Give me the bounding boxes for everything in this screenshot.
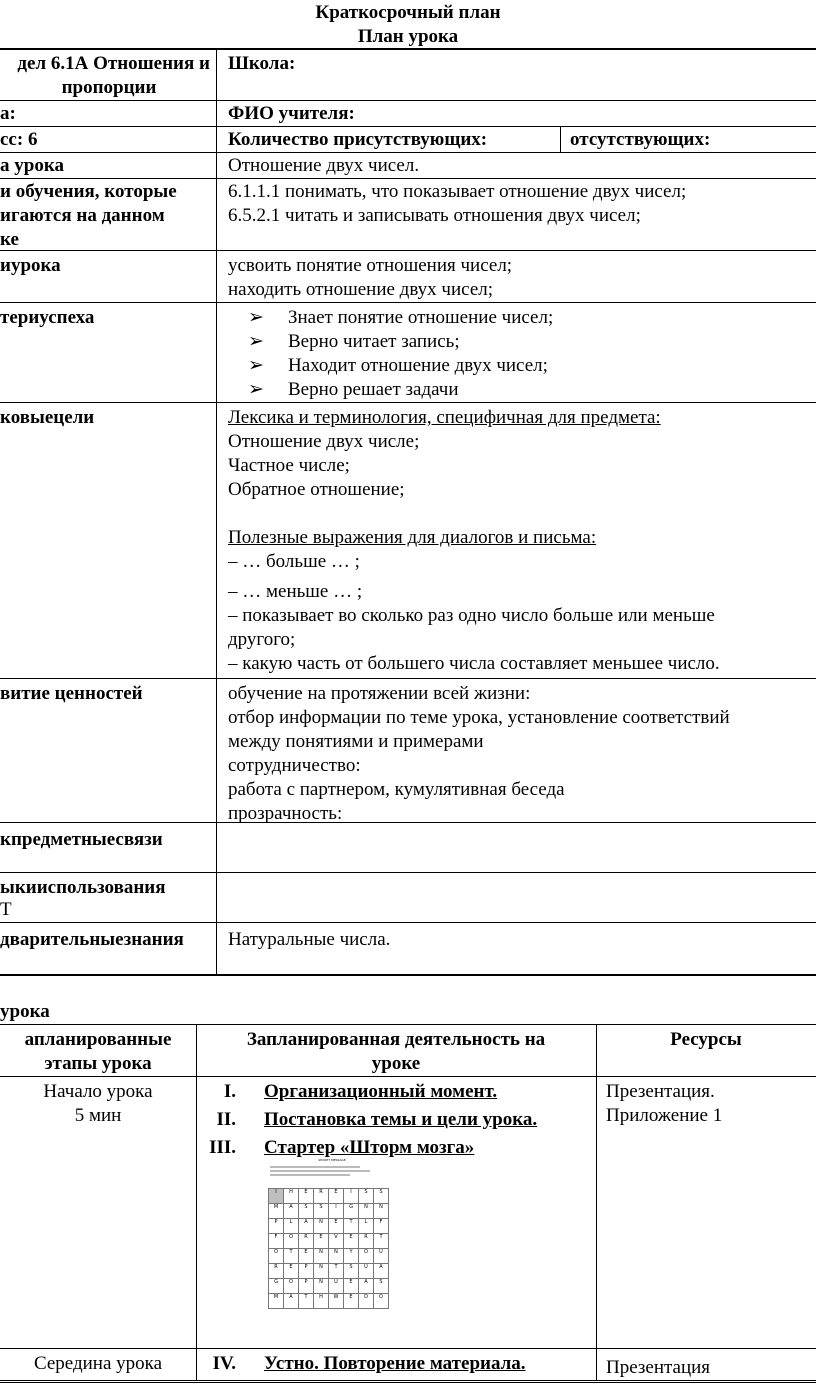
- activity-item: IV. Устно. Повторение материала.: [212, 1353, 526, 1374]
- plan-col-activity: Запланированная деятельность на уроке: [246, 1029, 546, 1074]
- plan-col-resources: Ресурсы: [670, 1029, 742, 1050]
- section-label: дел 6.1А Отношения и: [17, 53, 210, 74]
- criteria-item: ➢ Верно решает задачи: [248, 379, 459, 400]
- lesson-goal-2: находить отношение двух чисел;: [228, 279, 494, 300]
- topic-value: Отношение двух чисел.: [228, 155, 420, 176]
- phrase-item: другого;: [228, 629, 296, 650]
- language-label: ковыецели: [0, 407, 95, 428]
- date-label: а:: [0, 103, 16, 124]
- arrow-bullet-icon: ➢: [248, 331, 264, 352]
- values-item: сотрудничество:: [228, 755, 361, 776]
- arrow-bullet-icon: ➢: [248, 379, 264, 400]
- activity-item: III. Стартер «Шторм мозга»: [209, 1137, 475, 1158]
- teacher-label: ФИО учителя:: [228, 103, 355, 124]
- phrase-item: – какую часть от большего числа составляет меньшее число.: [228, 653, 720, 674]
- arrow-bullet-icon: ➢: [248, 307, 264, 328]
- activity-item: I. Организационный момент.: [223, 1081, 498, 1102]
- lexicon-item: Отношение двух числе;: [228, 431, 420, 452]
- ict-label-2: Т: [0, 899, 12, 920]
- phrase-item: – … меньше … ;: [228, 581, 363, 602]
- goals-label-3: ке: [0, 229, 19, 250]
- goals-label-2: игаются на данном: [0, 205, 165, 226]
- phrase-item: – … больше … ;: [228, 551, 360, 572]
- school-label: Школа:: [228, 53, 296, 74]
- prior-value: Натуральные числа.: [228, 929, 391, 950]
- stage-start: Начало урока 5 мин: [43, 1081, 153, 1126]
- values-item: отбор информации по теме урока, установление соответствий: [228, 707, 730, 728]
- lexicon-heading: Лексика и терминология, специфичная для предмета:: [228, 407, 661, 428]
- worksheet-title: SECRET MESSAGE: [318, 1158, 346, 1162]
- goals-label-1: и обучения, которые: [0, 181, 177, 202]
- worksheet-grid: I H E R E I S S M A S S I G N N P L A N E T L F F O R E V E R T O T E N N Y O U R E P N T S U A G O P N U E A S M A T H W E D O: [268, 1188, 389, 1309]
- criteria-item: ➢ Верно читает запись;: [248, 331, 460, 352]
- values-label: витие ценностей: [0, 683, 143, 704]
- class-label: сс: 6: [0, 129, 38, 150]
- phrase-item: – показывает во сколько раз одно число больше или меньше: [228, 605, 715, 626]
- lesson-goals-label: иурока: [0, 255, 61, 276]
- plan-heading: урока: [0, 1001, 50, 1022]
- activity-item: II. Постановка темы и цели урока.: [216, 1109, 538, 1130]
- criteria-list: [228, 306, 808, 402]
- lexicon-item: Обратное отношение;: [228, 479, 405, 500]
- ict-label-1: ыкииспользования: [0, 877, 166, 898]
- resources-middle: Презентация: [606, 1357, 711, 1378]
- worksheet-image: [264, 1158, 400, 1328]
- present-label: Количество присутствующих:: [228, 129, 488, 150]
- arrow-bullet-icon: ➢: [248, 355, 264, 376]
- absent-label: отсутствующих:: [570, 129, 711, 150]
- values-item: обучение на протяжении всей жизни:: [228, 683, 531, 704]
- interdisciplinary-label: кпредметныесвязи: [0, 829, 163, 850]
- lexicon-item: Частное числе;: [228, 455, 350, 476]
- criteria-item: ➢ Знает понятие отношение чисел;: [248, 307, 554, 328]
- prior-label: дварительныезнания: [0, 929, 184, 950]
- criteria-item: ➢ Находит отношение двух чисел;: [248, 355, 548, 376]
- values-item: между понятиями и примерами: [228, 731, 484, 752]
- criteria-label: териуспеха: [0, 307, 95, 328]
- values-item: прозрачность:: [228, 803, 343, 824]
- goal-1: 6.1.1.1 понимать, что показывает отношение двух чисел;: [228, 181, 687, 202]
- page-title: Краткосрочный план: [315, 2, 501, 23]
- goal-2: 6.5.2.1 читать и записывать отношения двух чисел;: [228, 205, 641, 226]
- section-label-2: пропорции: [61, 77, 157, 98]
- phrases-heading: Полезные выражения для диалогов и письма:: [228, 527, 597, 548]
- topic-label: а урока: [0, 155, 64, 176]
- plan-col-stages: апланированные этапы урока: [24, 1029, 172, 1074]
- lesson-goal-1: усвоить понятие отношения чисел;: [228, 255, 513, 276]
- values-item: работа с партнером, кумулятивная беседа: [228, 779, 565, 800]
- resources-start: Презентация. Приложение 1: [606, 1081, 723, 1126]
- page-subtitle: План урока: [357, 26, 459, 47]
- stage-middle: Середина урока: [33, 1353, 163, 1374]
